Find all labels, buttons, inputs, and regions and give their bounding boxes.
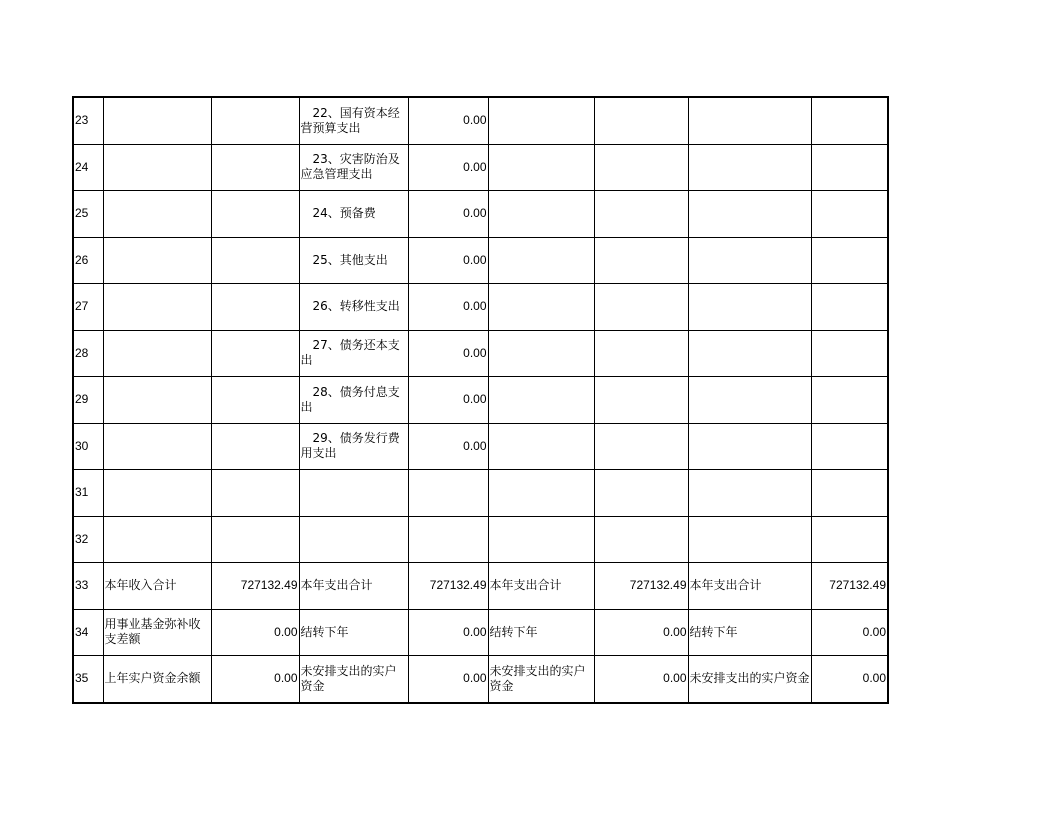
expenditure-item-cell-3 — [688, 237, 811, 284]
expenditure-amount-cell-3: 0.00 — [811, 609, 888, 656]
income-amount-cell — [211, 470, 299, 517]
expenditure-item-cell-3 — [688, 423, 811, 470]
expenditure-item-cell-2: 结转下年 — [488, 609, 594, 656]
expenditure-item-cell-3 — [688, 144, 811, 191]
expenditure-amount-cell-2 — [594, 377, 688, 424]
expenditure-amount-cell-3 — [811, 516, 888, 563]
expenditure-item-cell: 23、灾害防治及应急管理支出 — [299, 144, 408, 191]
expenditure-amount-cell-2: 727132.49 — [594, 563, 688, 610]
income-item-cell — [103, 377, 211, 424]
row-number-cell: 31 — [73, 470, 103, 517]
expenditure-amount-cell-2 — [594, 516, 688, 563]
expenditure-amount-cell — [408, 470, 488, 517]
income-item-cell — [103, 423, 211, 470]
expenditure-amount-cell: 0.00 — [408, 144, 488, 191]
income-amount-cell: 727132.49 — [211, 563, 299, 610]
row-number-cell: 34 — [73, 609, 103, 656]
expenditure-item-cell — [299, 516, 408, 563]
expenditure-item-cell: 26、转移性支出 — [299, 284, 408, 331]
expenditure-amount-cell: 0.00 — [408, 284, 488, 331]
income-amount-cell — [211, 516, 299, 563]
expenditure-amount-cell-3 — [811, 470, 888, 517]
table-row — [73, 563, 888, 610]
expenditure-item-cell-3 — [688, 516, 811, 563]
expenditure-amount-cell — [408, 516, 488, 563]
income-item-cell: 本年收入合计 — [103, 563, 211, 610]
expenditure-item-cell-3 — [688, 97, 811, 144]
expenditure-item-cell: 22、国有资本经营预算支出 — [299, 97, 408, 144]
income-amount-cell — [211, 191, 299, 238]
expenditure-item-cell: 27、债务还本支出 — [299, 330, 408, 377]
expenditure-item-cell-2 — [488, 144, 594, 191]
row-number-cell: 25 — [73, 191, 103, 238]
row-number-cell: 26 — [73, 237, 103, 284]
expenditure-amount-cell-3 — [811, 284, 888, 331]
expenditure-item-cell: 24、预备费 — [299, 191, 408, 238]
expenditure-amount-cell: 0.00 — [408, 377, 488, 424]
row-number-cell: 24 — [73, 144, 103, 191]
expenditure-amount-cell-3: 727132.49 — [811, 563, 888, 610]
income-amount-cell — [211, 97, 299, 144]
income-amount-cell — [211, 330, 299, 377]
row-number-cell: 33 — [73, 563, 103, 610]
expenditure-amount-cell: 727132.49 — [408, 563, 488, 610]
expenditure-item-cell-3 — [688, 284, 811, 331]
expenditure-amount-cell-2 — [594, 97, 688, 144]
table-row — [73, 97, 888, 144]
expenditure-item-cell: 25、其他支出 — [299, 237, 408, 284]
income-item-cell — [103, 97, 211, 144]
expenditure-amount-cell-2: 0.00 — [594, 656, 688, 703]
row-number-cell: 23 — [73, 97, 103, 144]
expenditure-amount-cell: 0.00 — [408, 609, 488, 656]
expenditure-amount-cell: 0.00 — [408, 656, 488, 703]
table-row — [73, 330, 888, 377]
table-row — [73, 470, 888, 517]
expenditure-item-cell-3 — [688, 330, 811, 377]
income-item-cell: 上年实户资金余额 — [103, 656, 211, 703]
expenditure-item-cell-3: 结转下年 — [688, 609, 811, 656]
expenditure-item-cell: 28、债务付息支出 — [299, 377, 408, 424]
expenditure-item-cell-2 — [488, 377, 594, 424]
table-row — [73, 516, 888, 563]
table-row — [73, 191, 888, 238]
income-amount-cell: 0.00 — [211, 609, 299, 656]
expenditure-amount-cell-2 — [594, 284, 688, 331]
expenditure-amount-cell: 0.00 — [408, 423, 488, 470]
expenditure-amount-cell-2 — [594, 144, 688, 191]
income-amount-cell — [211, 423, 299, 470]
expenditure-item-cell-2: 未安排支出的实户资金 — [488, 656, 594, 703]
expenditure-amount-cell-3: 0.00 — [811, 656, 888, 703]
expenditure-amount-cell-2 — [594, 423, 688, 470]
expenditure-amount-cell-3 — [811, 423, 888, 470]
expenditure-amount-cell: 0.00 — [408, 97, 488, 144]
expenditure-amount-cell: 0.00 — [408, 191, 488, 238]
row-number-cell: 32 — [73, 516, 103, 563]
expenditure-amount-cell-2 — [594, 330, 688, 377]
expenditure-item-cell-2 — [488, 516, 594, 563]
expenditure-item-cell: 未安排支出的实户资金 — [299, 656, 408, 703]
expenditure-item-cell: 29、债务发行费用支出 — [299, 423, 408, 470]
table-row — [73, 377, 888, 424]
table-row — [73, 656, 888, 703]
expenditure-item-cell-2 — [488, 97, 594, 144]
expenditure-amount-cell-2 — [594, 191, 688, 238]
row-number-cell: 29 — [73, 377, 103, 424]
expenditure-amount-cell-2 — [594, 237, 688, 284]
income-item-cell — [103, 516, 211, 563]
expenditure-item-cell-3: 本年支出合计 — [688, 563, 811, 610]
expenditure-amount-cell: 0.00 — [408, 330, 488, 377]
expenditure-item-cell: 结转下年 — [299, 609, 408, 656]
table-row — [73, 609, 888, 656]
income-amount-cell: 0.00 — [211, 656, 299, 703]
table-body — [73, 97, 888, 703]
income-item-cell — [103, 191, 211, 238]
row-number-cell: 28 — [73, 330, 103, 377]
expenditure-item-cell-2 — [488, 237, 594, 284]
expenditure-amount-cell-2 — [594, 470, 688, 517]
row-number-cell: 30 — [73, 423, 103, 470]
table-row — [73, 237, 888, 284]
table-row — [73, 423, 888, 470]
income-amount-cell — [211, 377, 299, 424]
expenditure-amount-cell-3 — [811, 97, 888, 144]
expenditure-amount-cell-2: 0.00 — [594, 609, 688, 656]
income-item-cell — [103, 330, 211, 377]
expenditure-amount-cell-3 — [811, 377, 888, 424]
expenditure-amount-cell-3 — [811, 191, 888, 238]
income-item-cell: 用事业基金弥补收支差额 — [103, 609, 211, 656]
table-row — [73, 144, 888, 191]
income-item-cell — [103, 237, 211, 284]
expenditure-item-cell-2: 本年支出合计 — [488, 563, 594, 610]
expenditure-item-cell-2 — [488, 191, 594, 238]
expenditure-item-cell-3 — [688, 377, 811, 424]
income-item-cell — [103, 284, 211, 331]
expenditure-item-cell-3 — [688, 470, 811, 517]
income-item-cell — [103, 144, 211, 191]
expenditure-item-cell: 本年支出合计 — [299, 563, 408, 610]
income-amount-cell — [211, 144, 299, 191]
row-number-cell: 27 — [73, 284, 103, 331]
income-item-cell — [103, 470, 211, 517]
income-amount-cell — [211, 284, 299, 331]
expenditure-item-cell-3: 未安排支出的实户资金 — [688, 656, 811, 703]
table-row — [73, 284, 888, 331]
expenditure-amount-cell: 0.00 — [408, 237, 488, 284]
expenditure-amount-cell-3 — [811, 144, 888, 191]
budget-table — [72, 96, 889, 704]
expenditure-item-cell-2 — [488, 423, 594, 470]
expenditure-item-cell-2 — [488, 470, 594, 517]
expenditure-item-cell-3 — [688, 191, 811, 238]
income-amount-cell — [211, 237, 299, 284]
expenditure-amount-cell-3 — [811, 330, 888, 377]
expenditure-item-cell-2 — [488, 330, 594, 377]
expenditure-item-cell-2 — [488, 284, 594, 331]
expenditure-amount-cell-3 — [811, 237, 888, 284]
expenditure-item-cell — [299, 470, 408, 517]
row-number-cell: 35 — [73, 656, 103, 703]
